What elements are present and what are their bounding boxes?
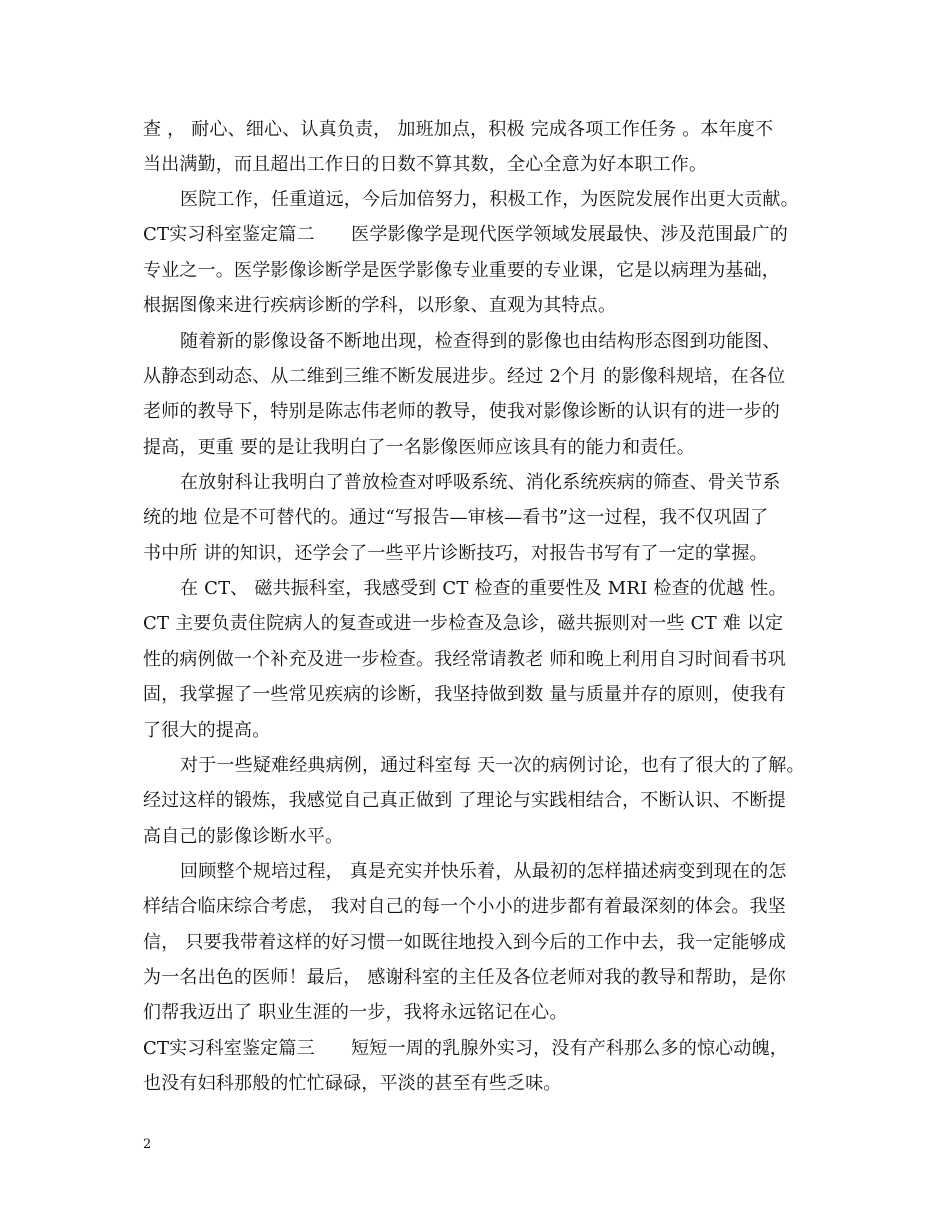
text-line: 从静态到动态、从二维到三维不断发展进步。经过 2个月 的影像科规培，在各位	[143, 366, 786, 387]
text-line: 对于一些疑难经典病例，通过科室每 天一次的病例讨论，也有了很大的了解。	[180, 755, 805, 776]
text-line: 专业之一。医学影像诊断学是医学影像专业重要的专业课，它是以病理为基础，	[143, 260, 780, 281]
text-line: 高自己的影像诊断水平。	[143, 826, 344, 847]
text-line: 了很大的提高。	[143, 720, 271, 741]
text-line: 随着新的影像设备不断地出现，检查得到的影像也由结构形态图到功能图、	[180, 331, 781, 352]
text-line: 在 CT、 磁共振科室，我感受到 CT 检查的重要性及 MRI 检查的优越 性。	[180, 578, 787, 599]
text-line: 在放射科让我明白了普放检查对呼吸系统、消化系统疾病的筛查、骨关节系	[180, 472, 781, 493]
section-heading-line: CT实习科室鉴定篇三 短短一周的乳腺外实习，没有产科那么多的惊心动魄，	[143, 1038, 788, 1059]
text-line: 书中所 讲的知识，还学会了一些平片诊断技巧，对报告书写有了一定的掌握。	[143, 543, 768, 564]
text-line: 当出满勤，而且超出工作日的日数不算其数，全心全意为好本职工作。	[143, 154, 708, 175]
text-line: 经过这样的锻炼，我感觉自己真正做到 了理论与实践相结合，不断认识、不断提	[143, 790, 786, 811]
text-line: 医院工作，任重道远，今后加倍努力，积极工作，为医院发展作出更大贡献。	[180, 189, 799, 210]
text-line: 老师的教导下，特别是陈志伟老师的教导，使我对影像诊断的认识有的进一步的	[143, 401, 780, 422]
text-line: 信， 只要我带着这样的好习惯一如既往地投入到今后的工作中去，我一定能够成	[143, 932, 786, 953]
text-line: 也没有妇科那般的忙忙碌碌，平淡的甚至有些乏味。	[143, 1073, 562, 1094]
text-line: 查 ， 耐心、细心、认真负责， 加班加点，积极 完成各项工作任务 。本年度不	[143, 119, 774, 140]
text-line: 为一名出色的医师！最后， 感谢科室的主任及各位老师对我的教导和帮助，是你	[143, 967, 786, 988]
text-line: 提高，更重 要的是让我明白了一名影像医师应该具有的能力和责任。	[143, 437, 695, 458]
text-line: 回顾整个规培过程， 真是充实并快乐着，从最初的怎样描述病变到现在的怎	[180, 861, 787, 882]
text-line: 性的病例做一个补充及进一步检查。我经常请教老 师和晚上利用自习时间看书巩	[143, 649, 786, 670]
page-number: 2	[143, 1137, 152, 1152]
text-line: 们帮我迈出了 职业生涯的一步，我将永远铭记在心。	[143, 1002, 568, 1023]
text-line: 样结合临床综合考虑， 我对自己的每一个小小的进步都有着最深刻的体会。我坚	[143, 896, 786, 917]
text-line: 统的地 位是不可替代的。通过“写报告—审核—看书”这一过程，我不仅巩固了	[143, 507, 769, 528]
text-line: 根据图像来进行疾病诊断的学科，以形象、直观为其特点。	[143, 295, 617, 316]
section-heading-line: CT实习科室鉴定篇二 医学影像学是现代医学领域发展最快、涉及范围最广的	[143, 224, 788, 245]
text-line: CT 主要负责住院病人的复查或进一步检查及急诊，磁共振则对一些 CT 难 以定	[143, 613, 784, 634]
text-line: 固，我掌握了一些常见疾病的诊断，我坚持做到数 量与质量并存的原则，使我有	[143, 684, 786, 705]
